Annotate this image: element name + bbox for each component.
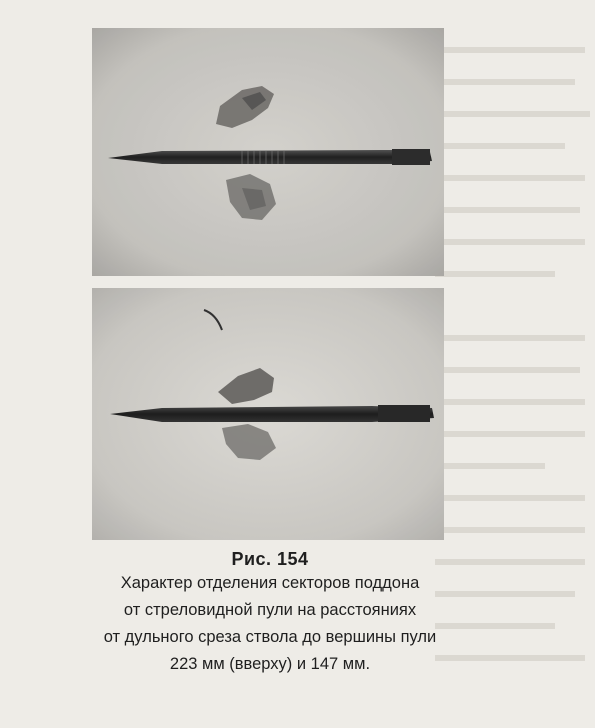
caption-line-4: 223 мм (вверху) и 147 мм. [169, 655, 371, 673]
caption-line-3: от дульного среза ствола до вершины пули [103, 628, 437, 646]
caption-line-1: Характер отделения секторов поддона [120, 574, 420, 592]
caption-line-2: от стреловидной пули на расстояниях [123, 601, 417, 619]
photo-bottom-sabot-separation [92, 288, 444, 540]
figure-caption [70, 548, 470, 678]
figure-label: Рис. 154 [231, 549, 309, 569]
photo-top-sabot-separation [92, 28, 444, 276]
